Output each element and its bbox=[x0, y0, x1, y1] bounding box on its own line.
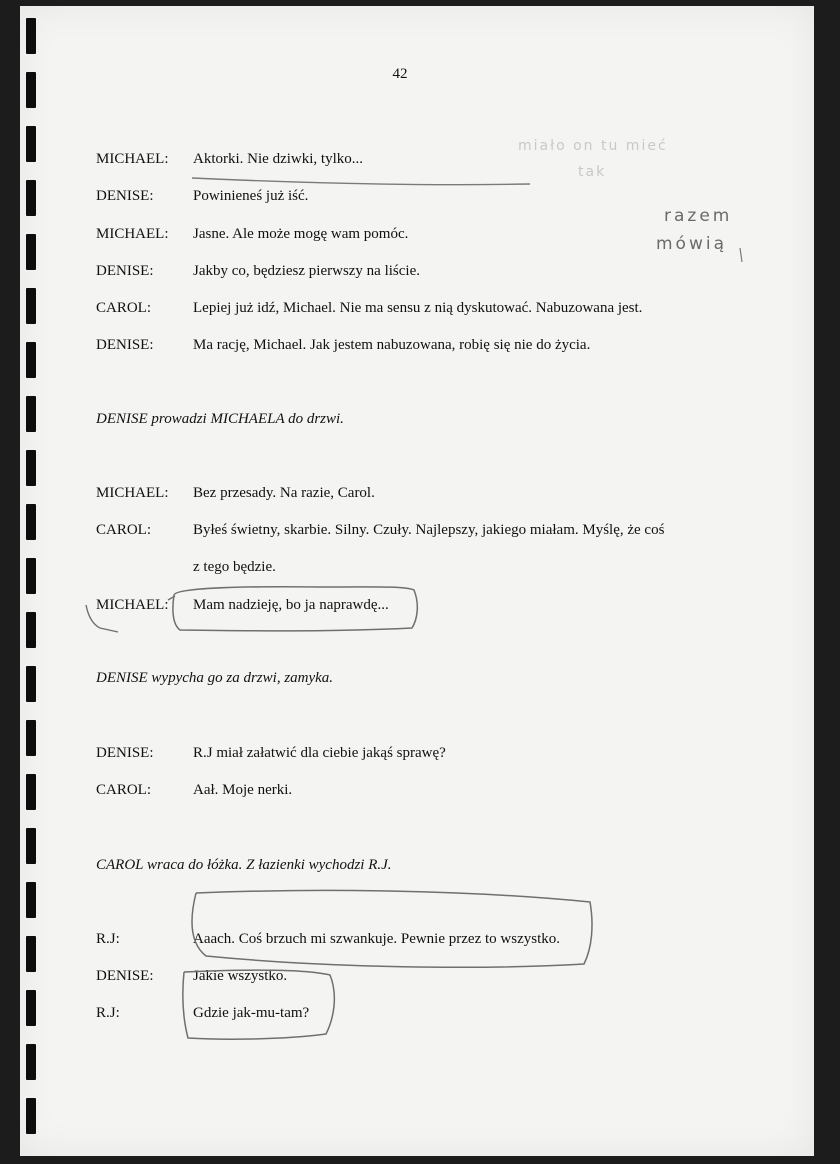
dialogue-text: R.J miał załatwić dla ciebie jakąś sprawę? bbox=[193, 745, 446, 761]
handwritten-note: razem bbox=[664, 206, 733, 226]
binder-hole bbox=[26, 558, 36, 594]
binder-hole bbox=[26, 396, 36, 432]
speaker-name: DENISE: bbox=[96, 188, 154, 204]
binder-hole bbox=[26, 72, 36, 108]
stage-direction: DENISE wypycha go za drzwi, zamyka. bbox=[96, 670, 334, 686]
speaker-name: DENISE: bbox=[96, 337, 154, 353]
binder-hole bbox=[26, 612, 36, 648]
dialogue-text: Jasne. Ale może mogę wam pomóc. bbox=[193, 226, 409, 242]
speaker-name: CAROL: bbox=[96, 300, 152, 316]
binder-hole bbox=[26, 720, 36, 756]
speaker-name: R.J: bbox=[96, 931, 120, 947]
speaker-name: MICHAEL: bbox=[96, 597, 169, 613]
dialogue-continuation: z tego będzie. bbox=[193, 559, 276, 575]
faint-handwritten-note: miało on tu mieć bbox=[518, 138, 668, 154]
binder-hole bbox=[26, 342, 36, 378]
binder-hole bbox=[26, 774, 36, 810]
binder-hole bbox=[26, 504, 36, 540]
speaker-name: R.J: bbox=[96, 1005, 120, 1021]
page-number: 42 bbox=[392, 66, 408, 82]
speaker-name: MICHAEL: bbox=[96, 485, 169, 501]
binder-hole bbox=[26, 234, 36, 270]
speaker-name: DENISE: bbox=[96, 968, 154, 984]
dialogue-text: Powinieneś już iść. bbox=[193, 188, 309, 204]
dialogue-text: Bez przesady. Na razie, Carol. bbox=[193, 485, 375, 501]
speaker-name: CAROL: bbox=[96, 522, 152, 538]
binder-hole bbox=[26, 450, 36, 486]
dialogue-text: Aał. Moje nerki. bbox=[193, 782, 293, 798]
binder-hole bbox=[26, 990, 36, 1026]
speaker-name: MICHAEL: bbox=[96, 151, 169, 167]
dialogue-text: Aaach. Coś brzuch mi szwankuje. Pewnie przez to wszystko. bbox=[193, 931, 560, 947]
speaker-name: DENISE: bbox=[96, 263, 154, 279]
speaker-name: CAROL: bbox=[96, 782, 152, 798]
dialogue-text: Aktorki. Nie dziwki, tylko... bbox=[193, 151, 363, 167]
binder-hole bbox=[26, 936, 36, 972]
binder-hole bbox=[26, 1098, 36, 1134]
binder-hole bbox=[26, 18, 36, 54]
dialogue-text: Ma rację, Michael. Jak jestem nabuzowana, robię się nie do życia. bbox=[193, 337, 591, 353]
binder-hole bbox=[26, 180, 36, 216]
dialogue-text: Lepiej już idź, Michael. Nie ma sensu z nią dyskutować. Nabuzowana jest. bbox=[193, 300, 643, 316]
binder-hole bbox=[26, 288, 36, 324]
stage-direction: DENISE prowadzi MICHAELA do drzwi. bbox=[96, 411, 344, 427]
dialogue-text: Jakby co, będziesz pierwszy na liście. bbox=[193, 263, 420, 279]
dialogue-text: Mam nadzieję, bo ja naprawdę... bbox=[193, 597, 389, 613]
binder-hole bbox=[26, 882, 36, 918]
binder-hole bbox=[26, 1044, 36, 1080]
dialogue-text: Jakie wszystko. bbox=[193, 968, 288, 984]
handwritten-note: mówią bbox=[656, 234, 728, 254]
stage-direction: CAROL wraca do łóżka. Z łazienki wychodzi R.J. bbox=[96, 857, 392, 873]
speaker-name: MICHAEL: bbox=[96, 226, 169, 242]
binder-hole bbox=[26, 828, 36, 864]
binder-hole bbox=[26, 666, 36, 702]
faint-handwritten-note: tak bbox=[578, 164, 607, 180]
binder-hole bbox=[26, 126, 36, 162]
dialogue-text: Byłeś świetny, skarbie. Silny. Czuły. Najlepszy, jakiego miałam. Myślę, że coś bbox=[193, 522, 665, 538]
speaker-name: DENISE: bbox=[96, 745, 154, 761]
dialogue-text: Gdzie jak-mu-tam? bbox=[193, 1005, 310, 1021]
